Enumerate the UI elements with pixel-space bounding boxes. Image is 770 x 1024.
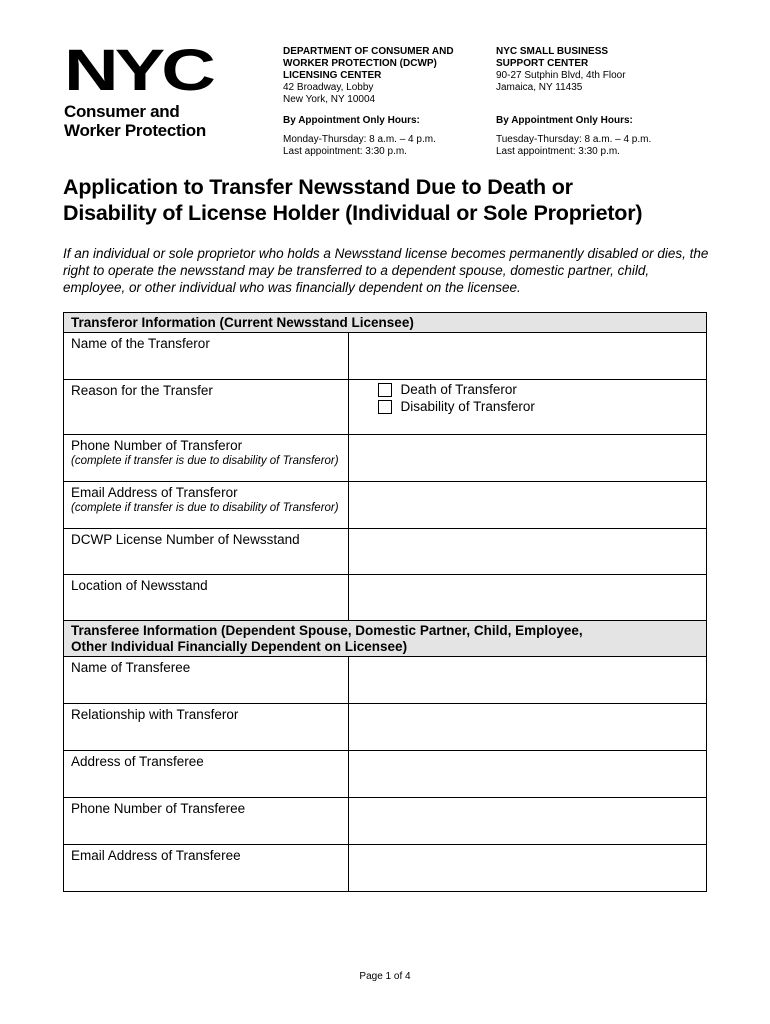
- transferor-name-label: Name of the Transferor: [64, 333, 349, 380]
- transferor-phone-note: (complete if transfer is due to disability of Transferor): [71, 455, 339, 467]
- dcwp-hours-title: By Appointment Only Hours:: [283, 115, 420, 126]
- form-row-transferor-email: [64, 482, 707, 529]
- svg-text:NYC: NYC: [64, 46, 215, 96]
- sbs-hours-line-1: Tuesday-Thursday: 8 a.m. – 4 p.m.: [496, 134, 652, 145]
- dcwp-name-line-1: DEPARTMENT OF CONSUMER AND: [283, 46, 454, 57]
- form-row-newsstand-location: [64, 575, 707, 621]
- form-row-transferor-name: [64, 333, 707, 380]
- sbs-name-line-2: SUPPORT CENTER: [496, 58, 589, 69]
- license-number-field[interactable]: [348, 529, 706, 575]
- transfer-reason-label: Reason for the Transfer: [64, 380, 349, 435]
- form-row-transferee-name: [64, 657, 707, 704]
- dcwp-name-line-2: WORKER PROTECTION (DCWP): [283, 58, 437, 69]
- page-number: Page 1 of 4: [359, 971, 411, 982]
- newsstand-location-label: Location of Newsstand: [64, 575, 349, 621]
- sbs-address-line-2: Jamaica, NY 11435: [496, 82, 583, 93]
- dcwp-address-line-2: New York, NY 10004: [283, 94, 376, 105]
- sbs-address-block: [496, 46, 696, 94]
- form-row-transfer-reason: [64, 380, 707, 435]
- transfer-reason-options: [348, 380, 706, 435]
- transferor-email-field[interactable]: [348, 482, 706, 529]
- dcwp-name-line-3: LICENSING CENTER: [283, 70, 382, 81]
- death-checkbox[interactable]: [378, 383, 392, 397]
- transferee-section-header: [64, 621, 707, 657]
- transferee-phone-field[interactable]: [348, 798, 706, 845]
- disability-checkbox[interactable]: [378, 400, 392, 414]
- sbs-hours: [496, 134, 651, 158]
- logo-line-1: Consumer and: [64, 102, 180, 121]
- form-row-license-number: [64, 529, 707, 575]
- relationship-field[interactable]: [348, 704, 706, 751]
- form-title: [63, 174, 723, 226]
- transferor-phone-field[interactable]: [348, 435, 706, 482]
- dcwp-address-block: [283, 46, 473, 106]
- dcwp-address-line-1: 42 Broadway, Lobby: [283, 82, 374, 93]
- form-row-transferee-phone: [64, 798, 707, 845]
- death-option-label: Death of Transferor: [400, 382, 517, 397]
- transferee-header-line-1: Transferee Information (Dependent Spouse, Domestic Partner, Child, Employee,: [71, 623, 583, 638]
- transferor-name-field[interactable]: [348, 333, 706, 380]
- dcwp-hours: [283, 134, 436, 158]
- sbs-hours-line-2: Last appointment: 3:30 p.m.: [496, 146, 620, 157]
- transferee-email-field[interactable]: [348, 845, 706, 892]
- newsstand-location-field[interactable]: [348, 575, 706, 621]
- nyc-logo: [64, 46, 224, 140]
- transferee-address-field[interactable]: [348, 751, 706, 798]
- transferee-phone-label: Phone Number of Transferee: [64, 798, 349, 845]
- form-row-relationship: [64, 704, 707, 751]
- sbs-address-line-1: 90-27 Sutphin Blvd, 4th Floor: [496, 70, 626, 81]
- dcwp-hours-line-2: Last appointment: 3:30 p.m.: [283, 146, 407, 157]
- reason-option-disability[interactable]: [356, 399, 699, 415]
- transferor-email-label-cell: [64, 482, 349, 529]
- transferee-name-field[interactable]: [348, 657, 706, 704]
- dcwp-hours-line-1: Monday-Thursday: 8 a.m. – 4 p.m.: [283, 134, 436, 145]
- application-form-table: [63, 312, 707, 892]
- form-row-transferee-email: [64, 845, 707, 892]
- transferee-address-label: Address of Transferee: [64, 751, 349, 798]
- nyc-wordmark-icon: [64, 46, 216, 96]
- transferee-header-line-2: Other Individual Financially Dependent on Licensee): [71, 639, 408, 654]
- relationship-label: Relationship with Transferor: [64, 704, 349, 751]
- transferee-email-label: Email Address of Transferee: [64, 845, 349, 892]
- sbs-hours-title: By Appointment Only Hours:: [496, 115, 633, 126]
- form-row-transferor-phone: [64, 435, 707, 482]
- transferor-email-label: Email Address of Transferor: [71, 485, 238, 500]
- form-row-transferee-address: [64, 751, 707, 798]
- license-number-label: DCWP License Number of Newsstand: [64, 529, 349, 575]
- intro-paragraph: If an individual or sole proprietor who holds a Newsstand license becomes permanently disabled or dies, the right to operate the newsstand may be transferred to a dependent spouse, domestic partner, child, employee, or other individual who was financially dependent on the licensee.: [63, 246, 709, 295]
- transferor-phone-label-cell: [64, 435, 349, 482]
- transferor-email-note: (complete if transfer is due to disability of Transferor): [71, 502, 339, 514]
- form-title-line-2: Disability of License Holder (Individual or Sole Proprietor): [63, 201, 643, 225]
- form-title-line-1: Application to Transfer Newsstand Due to Death or: [63, 175, 573, 199]
- disability-option-label: Disability of Transferor: [400, 399, 535, 414]
- logo-line-2: Worker Protection: [64, 121, 206, 140]
- transferee-name-label: Name of Transferee: [64, 657, 349, 704]
- sbs-name-line-1: NYC SMALL BUSINESS: [496, 46, 609, 57]
- reason-option-death[interactable]: [356, 382, 699, 398]
- transferor-section-header: Transferor Information (Current Newsstand Licensee): [64, 313, 707, 333]
- transferor-phone-label: Phone Number of Transferor: [71, 438, 243, 453]
